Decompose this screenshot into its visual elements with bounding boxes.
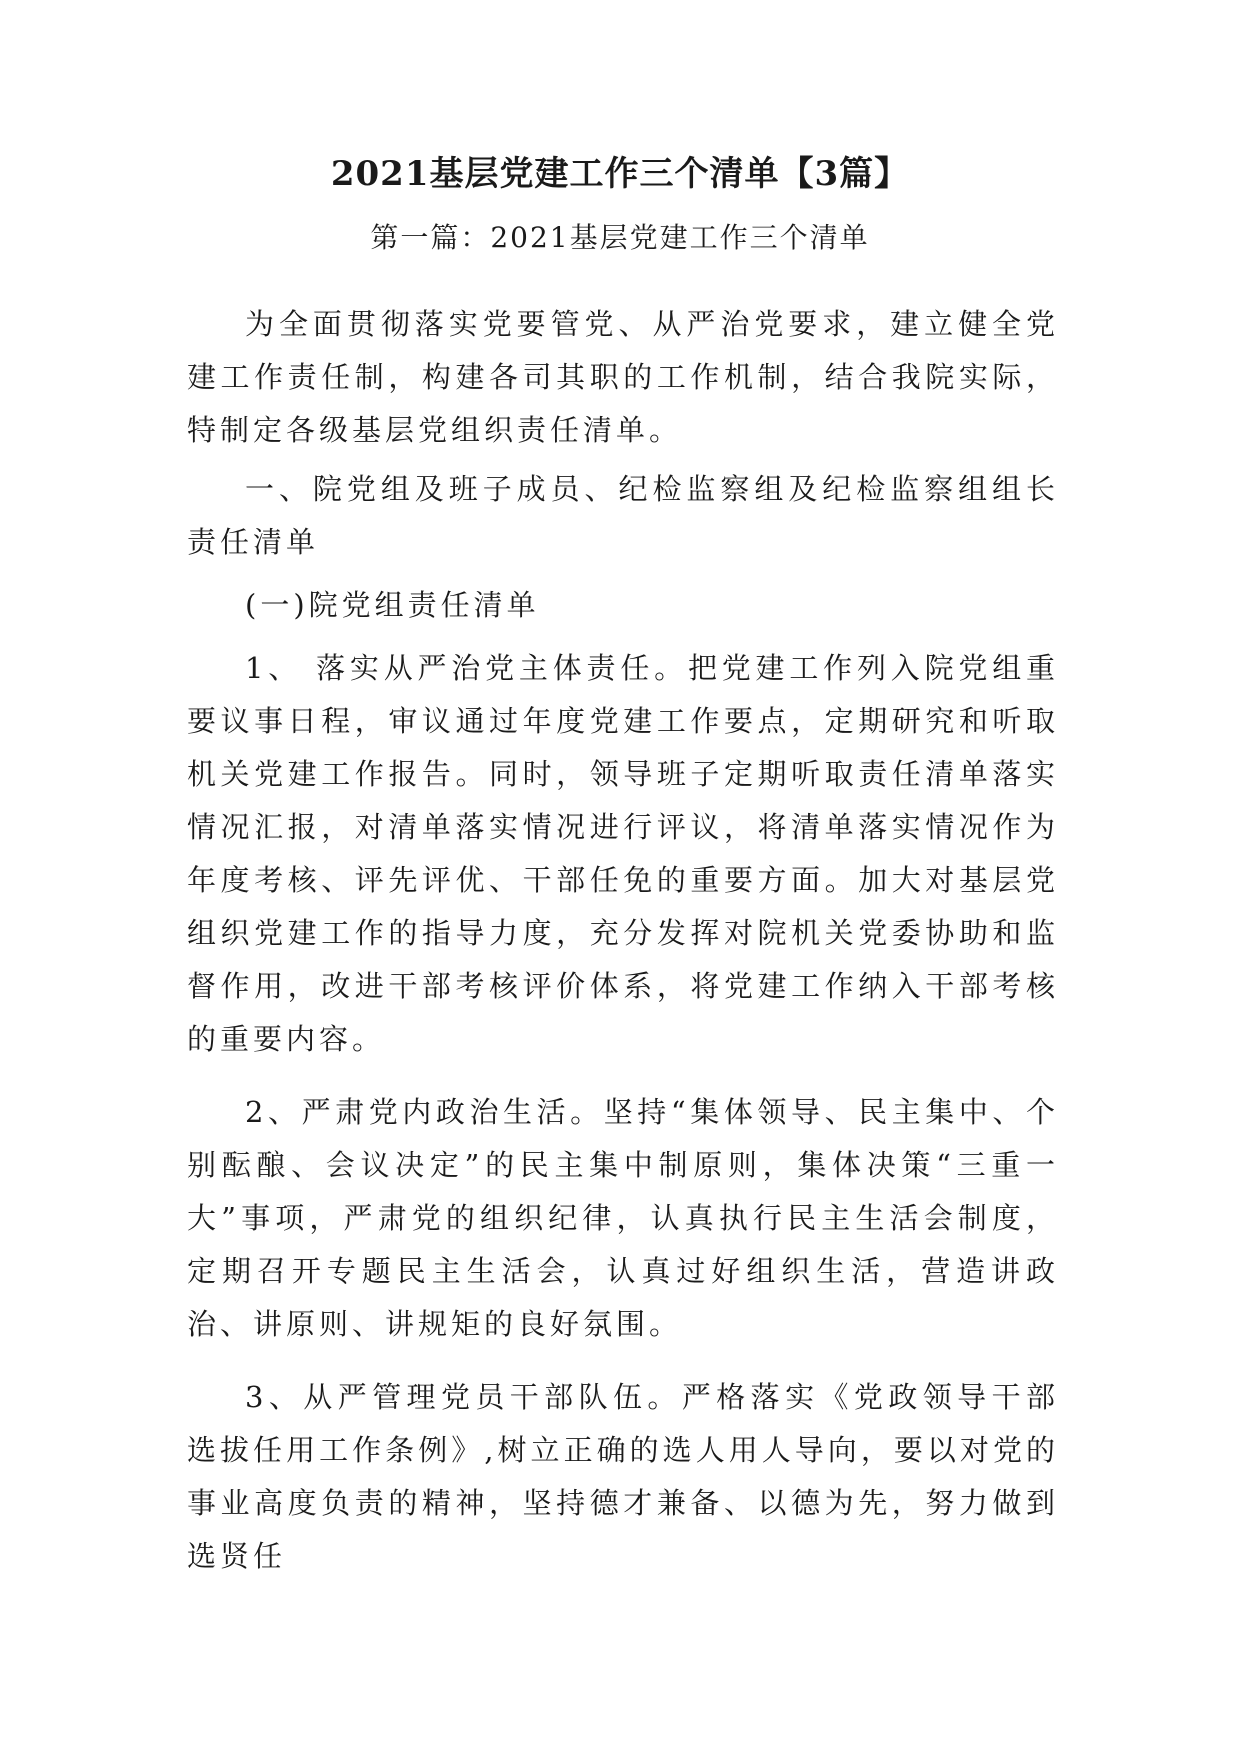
section-heading: 一、院党组及班子成员、纪检监察组及纪检监察组组长责任清单 <box>187 472 1059 559</box>
paragraph-intro: 为全面贯彻落实党要管党、从严治党要求，建立健全党建工作责任制，构建各司其职的工作机制，结合我院实际，特制定各级基层党组织责任清单。 <box>187 307 1059 447</box>
document-subtitle: 第一篇：2021基层党建工作三个清单 <box>370 221 870 254</box>
paragraph-item-3: 3、从严管理党员干部队伍。严格落实《党政领导干部选拔任用工作条例》,树立正确的选人用人导向，要以对党的事业高度负责的精神，坚持德才兼备、以德为先，努力做到选贤任 <box>187 1380 1059 1573</box>
document-title: 2021基层党建工作三个清单【3篇】 <box>330 154 910 194</box>
document-body <box>187 298 1059 1583</box>
subsection-heading: (一)院党组责任清单 <box>245 588 540 622</box>
paragraph-item-2: 2、严肃党内政治生活。坚持“集体领导、民主集中、个别酝酿、会议决定”的民主集中制原则，集体决策“三重一大”事项，严肃党的组织纪律，认真执行民主生活会制度，定期召开专题民主生活会，认真过好组织生活，营造讲政治、讲原则、讲规矩的良好氛围。 <box>187 1095 1059 1341</box>
paragraph-item-1: 1、 落实从严治党主体责任。把党建工作列入院党组重要议事日程，审议通过年度党建工作要点，定期研究和听取机关党建工作报告。同时，领导班子定期听取责任清单落实情况汇报，对清单落实情况进行评议，将清单落实情况作为年度考核、评先评优、干部任免的重要方面。加大对基层党组织党建工作的指导力度，充分发挥对院机关党委协助和监督作用，改进干部考核评价体系，将党建工作纳入干部考核的重要内容。 <box>187 651 1059 1056</box>
